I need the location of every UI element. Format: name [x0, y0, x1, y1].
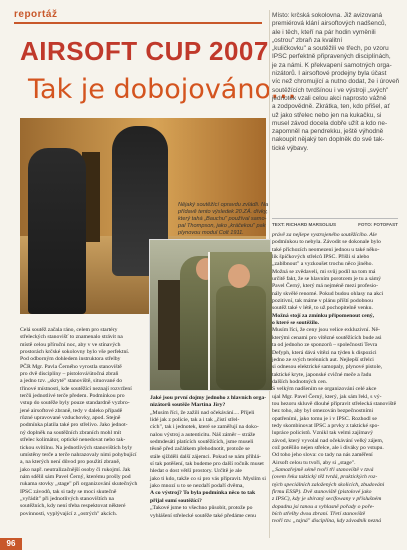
intro-line: IPSC perfektně připravených disciplínách, — [272, 53, 391, 61]
article-line: „zablbnout" a vyzkoušet trochu něco jiného. — [272, 261, 373, 268]
rubric-divider — [14, 22, 262, 24]
article-line: tedy skombinovat IPSC a prvky z taktické spo- — [272, 422, 380, 429]
intro-line: musel závod docela dobře užít a kdo ne- — [272, 119, 388, 127]
intro-line: nakoupit nějaký ten doplněk do své tak- — [272, 136, 385, 144]
intro-line: a zodpovědně. Zkrátka, ten, kdo přišel, ať — [272, 103, 390, 111]
intro-line: soutěžících tvrdšínou i ve výstroji „svých" — [272, 86, 389, 94]
article-line: ta od jednoho ze sponzorů – společnosti Tevra — [272, 342, 378, 349]
article-line: bích střelby dvou zbraní. Třetí stanoviště — [272, 511, 366, 518]
article-line: A co výstroj? To byla podmínka něco to tak — [150, 490, 256, 497]
caption-line: pal Thompson, jako „kráčekou" pak — [178, 223, 266, 229]
photo-figure-left — [28, 148, 86, 314]
article-line: nám sdělil sám Pavel Černý, kterému prošly pod — [20, 473, 131, 480]
credits — [272, 218, 398, 227]
article-line: ných speciálních založených skolicích, zbudováni — [272, 481, 385, 488]
article-line: povinnosti, vyplývající z „ostrých" akcích. — [20, 510, 118, 517]
article-line: třinové místnosti, kde soutěžící neznají rozvržení — [20, 385, 132, 392]
article-line: přijal sumí soutěžící? — [150, 497, 202, 504]
article-line: umístěny terče a terče nahrazovaly nimi pohybující — [20, 451, 137, 458]
article-line: prostorách krčské sokolovny bylo vše perfektní. — [20, 349, 130, 356]
article-column-3 — [272, 232, 400, 526]
article-line: a, na kterých není důvod pro použití zbraně, — [20, 459, 121, 466]
article-line: sedmdesáti platících soutěžících, jsme museli — [150, 439, 254, 446]
article-line: střeleckých stanovišť to znamenalo strávit na — [20, 334, 123, 341]
article-line: sí tak potěšení, tak budeme pro další ročník muset — [150, 461, 264, 468]
article-line: jené airsoftové zbraně, tedy v daleko případě — [20, 407, 123, 414]
intro-line: je za námi. K překvapení samotných orga- — [272, 61, 392, 69]
caption-line: Nějaký soutěžící opravdu zvládli. Na — [178, 202, 269, 208]
article-line: ný doplněk na soutěžních zbraních mohl mít — [20, 429, 122, 436]
article-line: dopadnu jsi tanou a vyhlasně pořady o poře- — [272, 503, 375, 510]
intro-line: nizátorů. I airsoftové prodejny byla účast — [272, 70, 387, 78]
article-line: lidé jak z policie, tak a i tak „čistí střel- — [150, 417, 240, 424]
intro-line: tické výbavy. — [272, 144, 309, 152]
article-line: tickou svítilnu. Na jednotlivých stanovištích byly — [20, 444, 133, 451]
photo-soldier-face — [228, 264, 250, 288]
intro-line: jednotek vzali celou akci naprosto vážně — [272, 94, 387, 102]
caption-line: přídavě tento výsledek 20.ZÁ. dívky, — [178, 209, 268, 215]
article-line: nály skvělé renomé. Pokud budou ohlasy na akci — [272, 290, 384, 297]
article-line: „vyřádit" při jednotlivých stanovištích na — [20, 495, 114, 502]
intro-line: „kuličkovku" a soutěžili ve třech, po vzoru — [272, 45, 389, 53]
article-line: Možná se zvědaveli, mi svůj podíl na tom má — [272, 268, 376, 275]
headline: AIRSOFT CUP 2007 — [20, 36, 269, 66]
article-line: střelec kolimátor, optické nenedovat nebo tak- — [20, 437, 126, 444]
article-line: Celá soutěž začala ráno, celem pro startéry — [20, 327, 118, 333]
article-line: (ovem řeka taktický těž tvrdá, praktických roz- — [272, 474, 378, 481]
article-line: místě celou příruční noc, aby v ve stínavých — [20, 341, 121, 348]
article-line: Od toho jeho slova: co tady na nás zaměření — [272, 452, 373, 459]
caption-line: který tahá „Bauchu" používal samo- — [178, 216, 267, 222]
article-line: soutěž také v létě, to už pochopitelně venku. — [272, 305, 373, 312]
article-line: PČR Mgr. Pavla Černého vyrostla stanoviště — [20, 363, 122, 370]
article-line: Airsoft celou tu tvoři, aby si „stage". — [272, 459, 356, 466]
intro-line: zapomněl na pendrekku, ještě výhodně — [272, 128, 384, 136]
article-line: což potěšilo nejen střelce, ale i diváky po vstupu. — [272, 444, 384, 451]
article-line: lupráce policistů. Vznikl tak velmi zajímavý — [272, 430, 373, 437]
article-line: těsně před začátkem přehodnotit, protože se — [150, 446, 250, 453]
article-line: „Takové jsme to všechno působit, protože po — [150, 505, 253, 512]
article-line: o které se soutěžilo. — [272, 320, 320, 327]
caption-line: plynovou modul Colt 1911. — [178, 230, 244, 236]
article-line: opatřeními, jako tomu je i v IPSC. Rozhodl se — [272, 415, 377, 422]
intro-paragraph — [272, 12, 398, 153]
article-line: závod, který vyvolal nad očekávání velký zájem, — [272, 437, 384, 444]
article-column-1 — [20, 327, 144, 518]
article-line: vstup do soutěže byly pouze standardně vyzbro- — [20, 400, 130, 407]
intro-line: ale i těch, kteří na pár hodin vyměnili — [272, 28, 376, 36]
intro-line: už jako střelec nebo jen na kukačku, si — [272, 111, 382, 119]
article-column-2 — [150, 395, 272, 520]
article-line: Musím říci, že ceny jsou velice exkluzivní. Ně- — [272, 327, 380, 334]
article-line: soutěžních, kdy není třeba respektovat některé — [20, 503, 126, 510]
article-line: Jaké jsou první dojmy jednoho z hlavních orga- — [150, 395, 267, 401]
article-line: tvoří tzv. „tajná" disciplína, kdy závodník nezná — [272, 518, 382, 525]
article-line: jako např. neutralizačnější osoby či rukojmí. Jak — [20, 466, 131, 473]
article-line: vyhlášení střelecké soutěže také předáme cenu — [150, 512, 256, 519]
article-line: „Musím říci, že zažili nad očekávání.... Přijeli — [150, 409, 255, 416]
article-line: nizátorů soutěže Martina Jíry? — [150, 402, 226, 409]
article-line: různé upravované vzduchovky, apod. Stejně — [20, 415, 121, 422]
article-line: Defyph, která dává vítězi na týden k dispozici — [272, 349, 377, 356]
article-line: terčů jednotlivé terče předem. Podmínkou pro — [20, 393, 125, 400]
article-line: podmínka platila také pro střelivo. Jako jednot- — [20, 422, 128, 429]
article-line: právě za nejlepe vystrojeného soutěžícího. Ale — [272, 232, 377, 238]
article-line: IPSC závodů, tak si tady se moci skutečně — [20, 488, 117, 495]
article-line: jako ti kdo, takže co si pro vás připravit. Myslím si — [150, 475, 266, 482]
article-line: podmínkou to nebyla. Závodit se dokonale bylo — [272, 239, 381, 246]
article-line: si odnesou elektrické samopaly, plynové pistole, — [272, 364, 383, 371]
article-line: pro dvě disciplíny – pistolová/útočná zbraň — [20, 371, 119, 378]
article-line: Pod odborným dohledem instruktora střelby — [20, 356, 121, 363]
article-line: dalších hodnotných cen. — [272, 378, 328, 385]
article-line: firmu ESSP). Dvě stanoviště (pistolové jako — [272, 489, 372, 496]
photo-soldier — [208, 252, 272, 390]
article-line: Možná stojí za zmínku připomenout cený, — [272, 312, 375, 319]
intro-line: premiérová klání airsoftových nadšenců, — [272, 20, 387, 28]
article-line: ujal Mgr. Pavel Černý, který, jak sám řekl, s vý- — [272, 393, 382, 400]
article-line: bez toho, aby byl omezován bezpečnostními — [272, 408, 374, 415]
article-line: tou hezoru skluvě dlouhé připravit střelecká stanoviště — [272, 400, 397, 407]
photo-credit: FOTO: FOTOFAST — [358, 222, 398, 227]
article-line: nalou výstroj a autenticitu. Náš záměr – stráže — [150, 431, 256, 438]
subheadline: Tak je dobojováno... — [28, 74, 297, 105]
intro-line: „ostrou" zbraň za kvalitní — [272, 36, 343, 44]
intro-line: víc než chromující a nutno dodat, že i úroveň — [272, 78, 400, 86]
article-line: hledat o dost větší prostory. Určitě je ale — [150, 468, 242, 475]
article-line: „Samozřejmě sémě tvoří tři stanoviště v tzvá — [272, 467, 374, 473]
photo-soldier-body — [216, 286, 266, 390]
section-rubric: reportáž — [14, 9, 58, 20]
article-line: Pavel Černý, který má nejméně mezi profesio- — [272, 283, 378, 290]
article-line: lik špičkových střelců IPSC. Přišli si alebo — [272, 254, 370, 261]
article-line: a jedno tzv. „skryté" stanoviště, situované do — [20, 378, 123, 385]
page-number: 96 — [0, 538, 22, 550]
intro-line: Místo: krčská sokolovna. Již avizovaná — [272, 12, 383, 19]
article-line: S velkým nadšením se organizování celé akce — [272, 386, 377, 393]
article-line: cích", tak i jednotek, které se zaměřují na doko- — [150, 424, 259, 431]
article-line: rukama stovky „stage" při organizování skutečných — [20, 481, 138, 488]
article-line: také příchozích neomezeni jednou u také něko- — [272, 246, 380, 253]
article-line: jako mnozí u to se nezdaří podaří dvěma, — [150, 483, 244, 490]
photo-caption — [178, 202, 268, 237]
article-line: pozitivní, tak máme v plánu příští podobnou — [272, 298, 373, 305]
article-line: taktické kryte, japonské cvičné meče a řadu — [272, 371, 372, 378]
author-credit: TEXT: RICHARD MARSOLIUS — [272, 222, 337, 227]
article-line: z IPSC), kdy je sbíraný secifowany v příslušném — [272, 496, 382, 503]
article-line: stále sjížděli další zájemci. Pokud se nám přihlá- — [150, 453, 261, 460]
article-line: určitě fakt, že se hlavním porotcem je tu a sámý — [272, 276, 381, 283]
article-line: kterými cenami pro vítězné soutěžících bude asi — [272, 334, 382, 341]
article-line: jedno ze svých terénních aut. Nejlepší střelci — [272, 356, 374, 363]
